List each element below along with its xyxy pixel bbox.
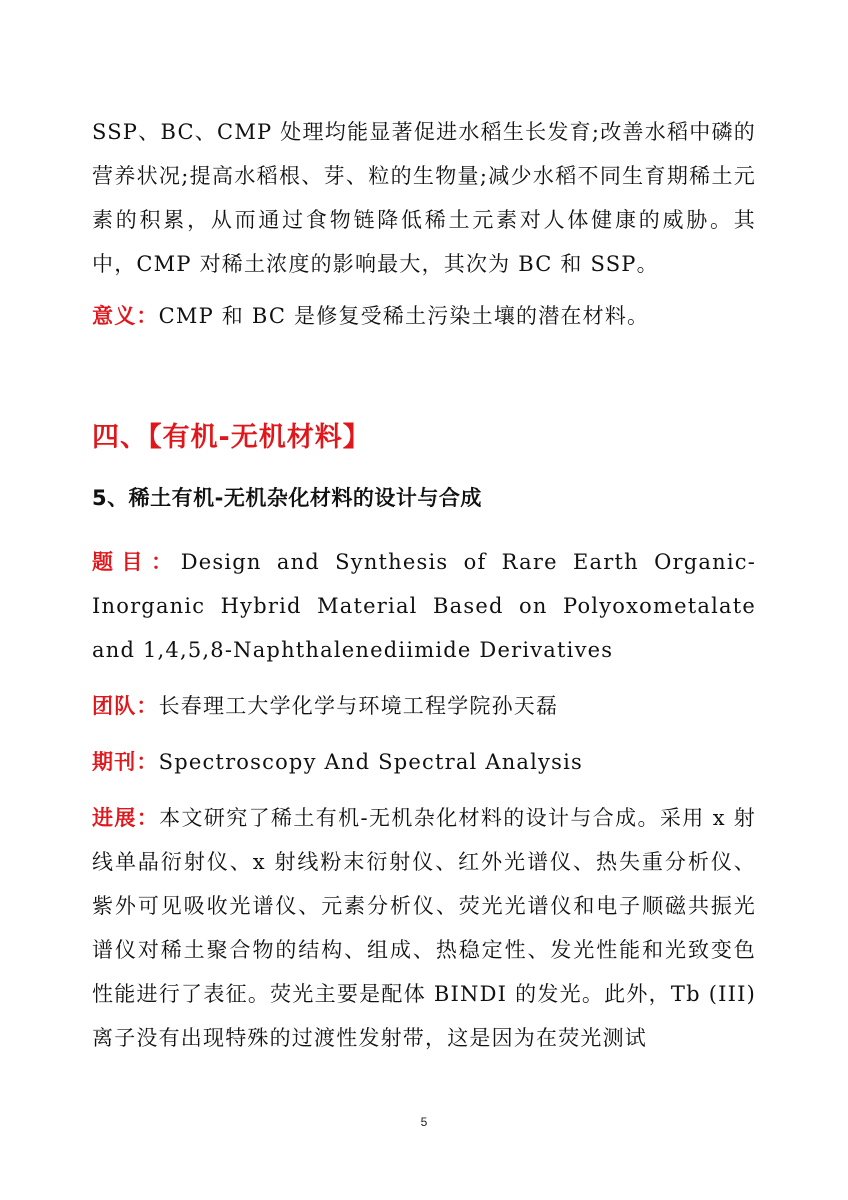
- intro-text: SSP、BC、CMP 处理均能显著促进水稻生长发育;改善水稻中磷的营养状况;提高水稻根、芽、粒的生物量;减少水稻不同生育期稀土元素的积累，从而通过食物链降低稀土元素对人体健康的威胁。其中，CMP 对稀土浓度的影响最大，其次为 BC 和 SSP。: [92, 120, 756, 276]
- team-label: 团队：: [92, 693, 159, 718]
- section-heading: 四、【有机-无机材料】: [92, 422, 371, 453]
- intro-paragraph: [92, 110, 756, 286]
- section-subheading: 5、稀土有机-无机杂化材料的设计与合成: [92, 486, 482, 510]
- significance-label: 意义：: [92, 303, 159, 328]
- significance-paragraph: [92, 294, 756, 338]
- page-number: 5: [420, 1115, 428, 1129]
- journal-text: Spectroscopy And Spectral Analysis: [158, 750, 583, 774]
- progress-label: 进展：: [92, 805, 160, 830]
- journal-paragraph: [92, 740, 756, 784]
- progress-text: 本文研究了稀土有机-无机杂化材料的设计与合成。采用 x 射线单晶衍射仪、x 射线粉末衍射仪、红外光谱仪、热失重分析仪、紫外可见吸收光谱仪、元素分析仪、荧光光谱仪和电子顺磁共振光谱仪对稀土聚合物的结构、组成、热稳定性、发光性能和光致变色性能进行了表征。荧光主要是配体 BINDI 的发光。此外，Tb (III)离子没有出现特殊的过渡性发射带，这是因为在荧光测试: [92, 806, 756, 1050]
- significance-text: CMP 和 BC 是修复受稀土污染土壤的潜在材料。: [158, 304, 650, 328]
- title-text: Design and Synthesis of Rare Earth Organic-Inorganic Hybrid Material Based on Polyoxometalate and 1,4,5,8-Naphthalenediimide Derivatives: [92, 550, 756, 662]
- journal-label: 期刊：: [92, 749, 159, 774]
- team-text: 长春理工大学化学与环境工程学院孙天磊: [158, 694, 559, 718]
- progress-paragraph: [92, 796, 756, 1060]
- team-paragraph: [92, 684, 756, 728]
- title-label: 题目：: [92, 549, 181, 574]
- title-paragraph: [92, 540, 756, 672]
